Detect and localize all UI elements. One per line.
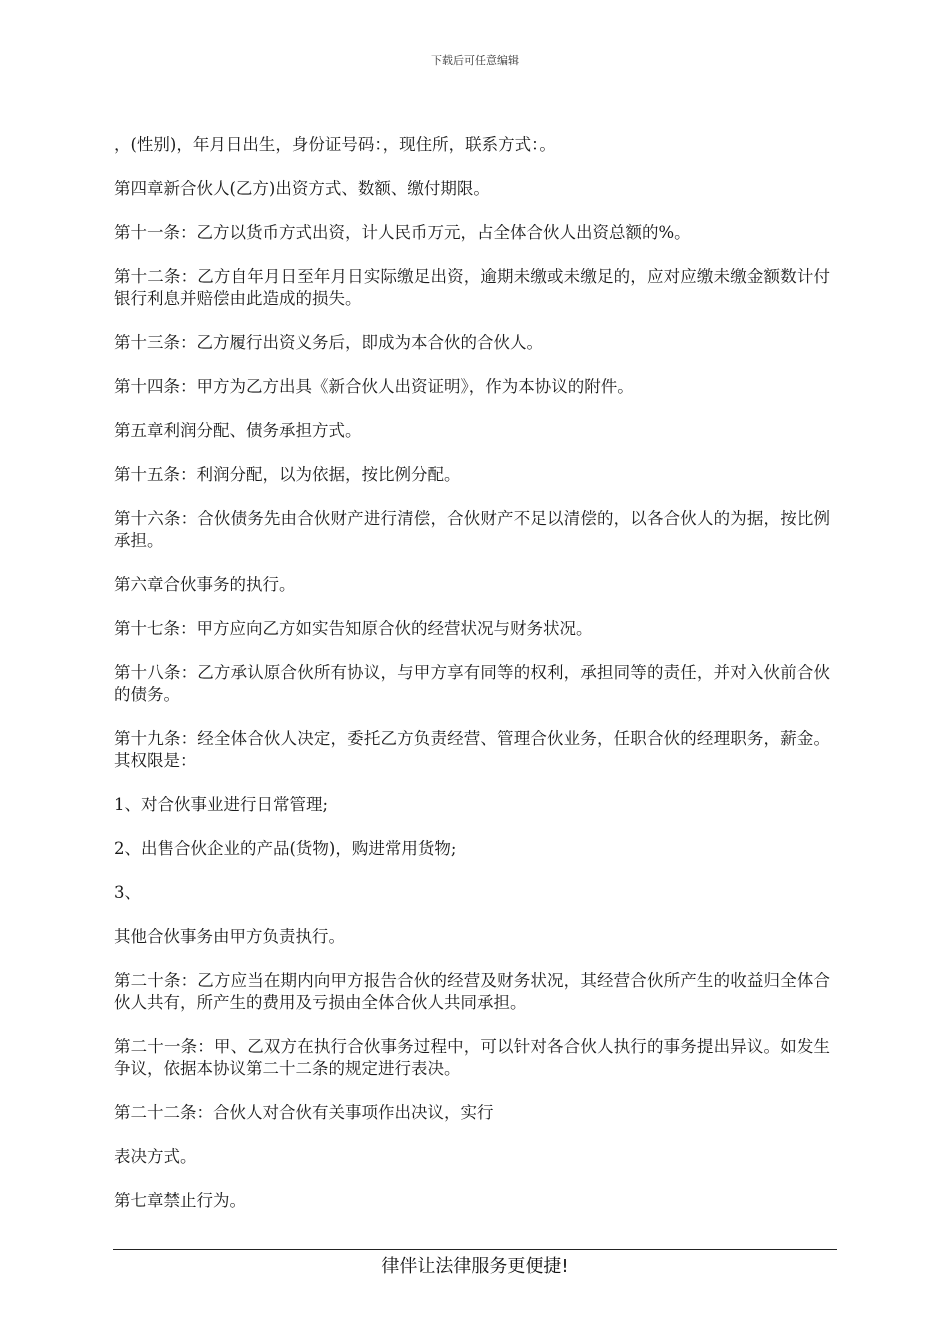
article-13: 第十三条：乙方履行出资义务后，即成为本合伙的合伙人。: [114, 333, 543, 352]
list-item-3: 3、: [114, 883, 141, 902]
chapter-7-heading: 第七章禁止行为。: [114, 1191, 246, 1210]
article-15: 第十五条：利润分配，以为依据，按比例分配。: [114, 465, 461, 484]
article-22: 第二十二条：合伙人对合伙有关事项作出决议，实行: [114, 1103, 494, 1122]
article-11: 第十一条：乙方以货币方式出资，计人民币万元，占全体合伙人出资总额的%。: [114, 223, 691, 242]
list-item-2: 2、出售合伙企业的产品(货物)，购进常用货物;: [114, 839, 457, 858]
chapter-6-heading: 第六章合伙事务的执行。: [114, 575, 296, 594]
voting-method: 表决方式。: [114, 1147, 197, 1166]
list-item-1: 1、对合伙事业进行日常管理;: [114, 795, 329, 814]
paragraph-personal-info: ，(性别)，年月日出生，身份证号码：，现住所，联系方式：。: [114, 135, 556, 154]
footer-divider: [113, 1249, 837, 1250]
article-19: 第十九条：经全体合伙人决定，委托乙方负责经营、管理合伙业务，任职合伙的经理职务，薪金。其权限是：: [114, 729, 830, 770]
article-17: 第十七条：甲方应向乙方如实告知原合伙的经营状况与财务状况。: [114, 619, 593, 638]
document-body: [114, 134, 830, 1234]
article-14: 第十四条：甲方为乙方出具《新合伙人出资证明》，作为本协议的附件。: [114, 377, 634, 396]
chapter-4-heading: 第四章新合伙人(乙方)出资方式、数额、缴付期限。: [114, 179, 490, 198]
chapter-5-heading: 第五章利润分配、债务承担方式。: [114, 421, 362, 440]
page-header-note: 下载后可任意编辑: [431, 54, 519, 67]
article-12: 第十二条：乙方自年月日至年月日实际缴足出资，逾期未缴或未缴足的，应对应缴未缴金额数计付银行利息并赔偿由此造成的损失。: [114, 267, 830, 308]
footer-slogan: 律伴让法律服务更便捷!: [381, 1256, 569, 1277]
article-20: 第二十条：乙方应当在期内向甲方报告合伙的经营及财务状况，其经营合伙所产生的收益归全体合伙人共有，所产生的费用及亏损由全体合伙人共同承担。: [114, 971, 830, 1012]
other-affairs: 其他合伙事务由甲方负责执行。: [114, 927, 345, 946]
article-21: 第二十一条：甲、乙双方在执行合伙事务过程中，可以针对各合伙人执行的事务提出异议。如发生争议，依据本协议第二十二条的规定进行表决。: [114, 1037, 830, 1078]
article-16: 第十六条：合伙债务先由合伙财产进行清偿，合伙财产不足以清偿的，以各合伙人的为据，按比例承担。: [114, 509, 830, 550]
article-18: 第十八条：乙方承认原合伙所有协议，与甲方享有同等的权利，承担同等的责任，并对入伙前合伙的债务。: [114, 663, 830, 704]
